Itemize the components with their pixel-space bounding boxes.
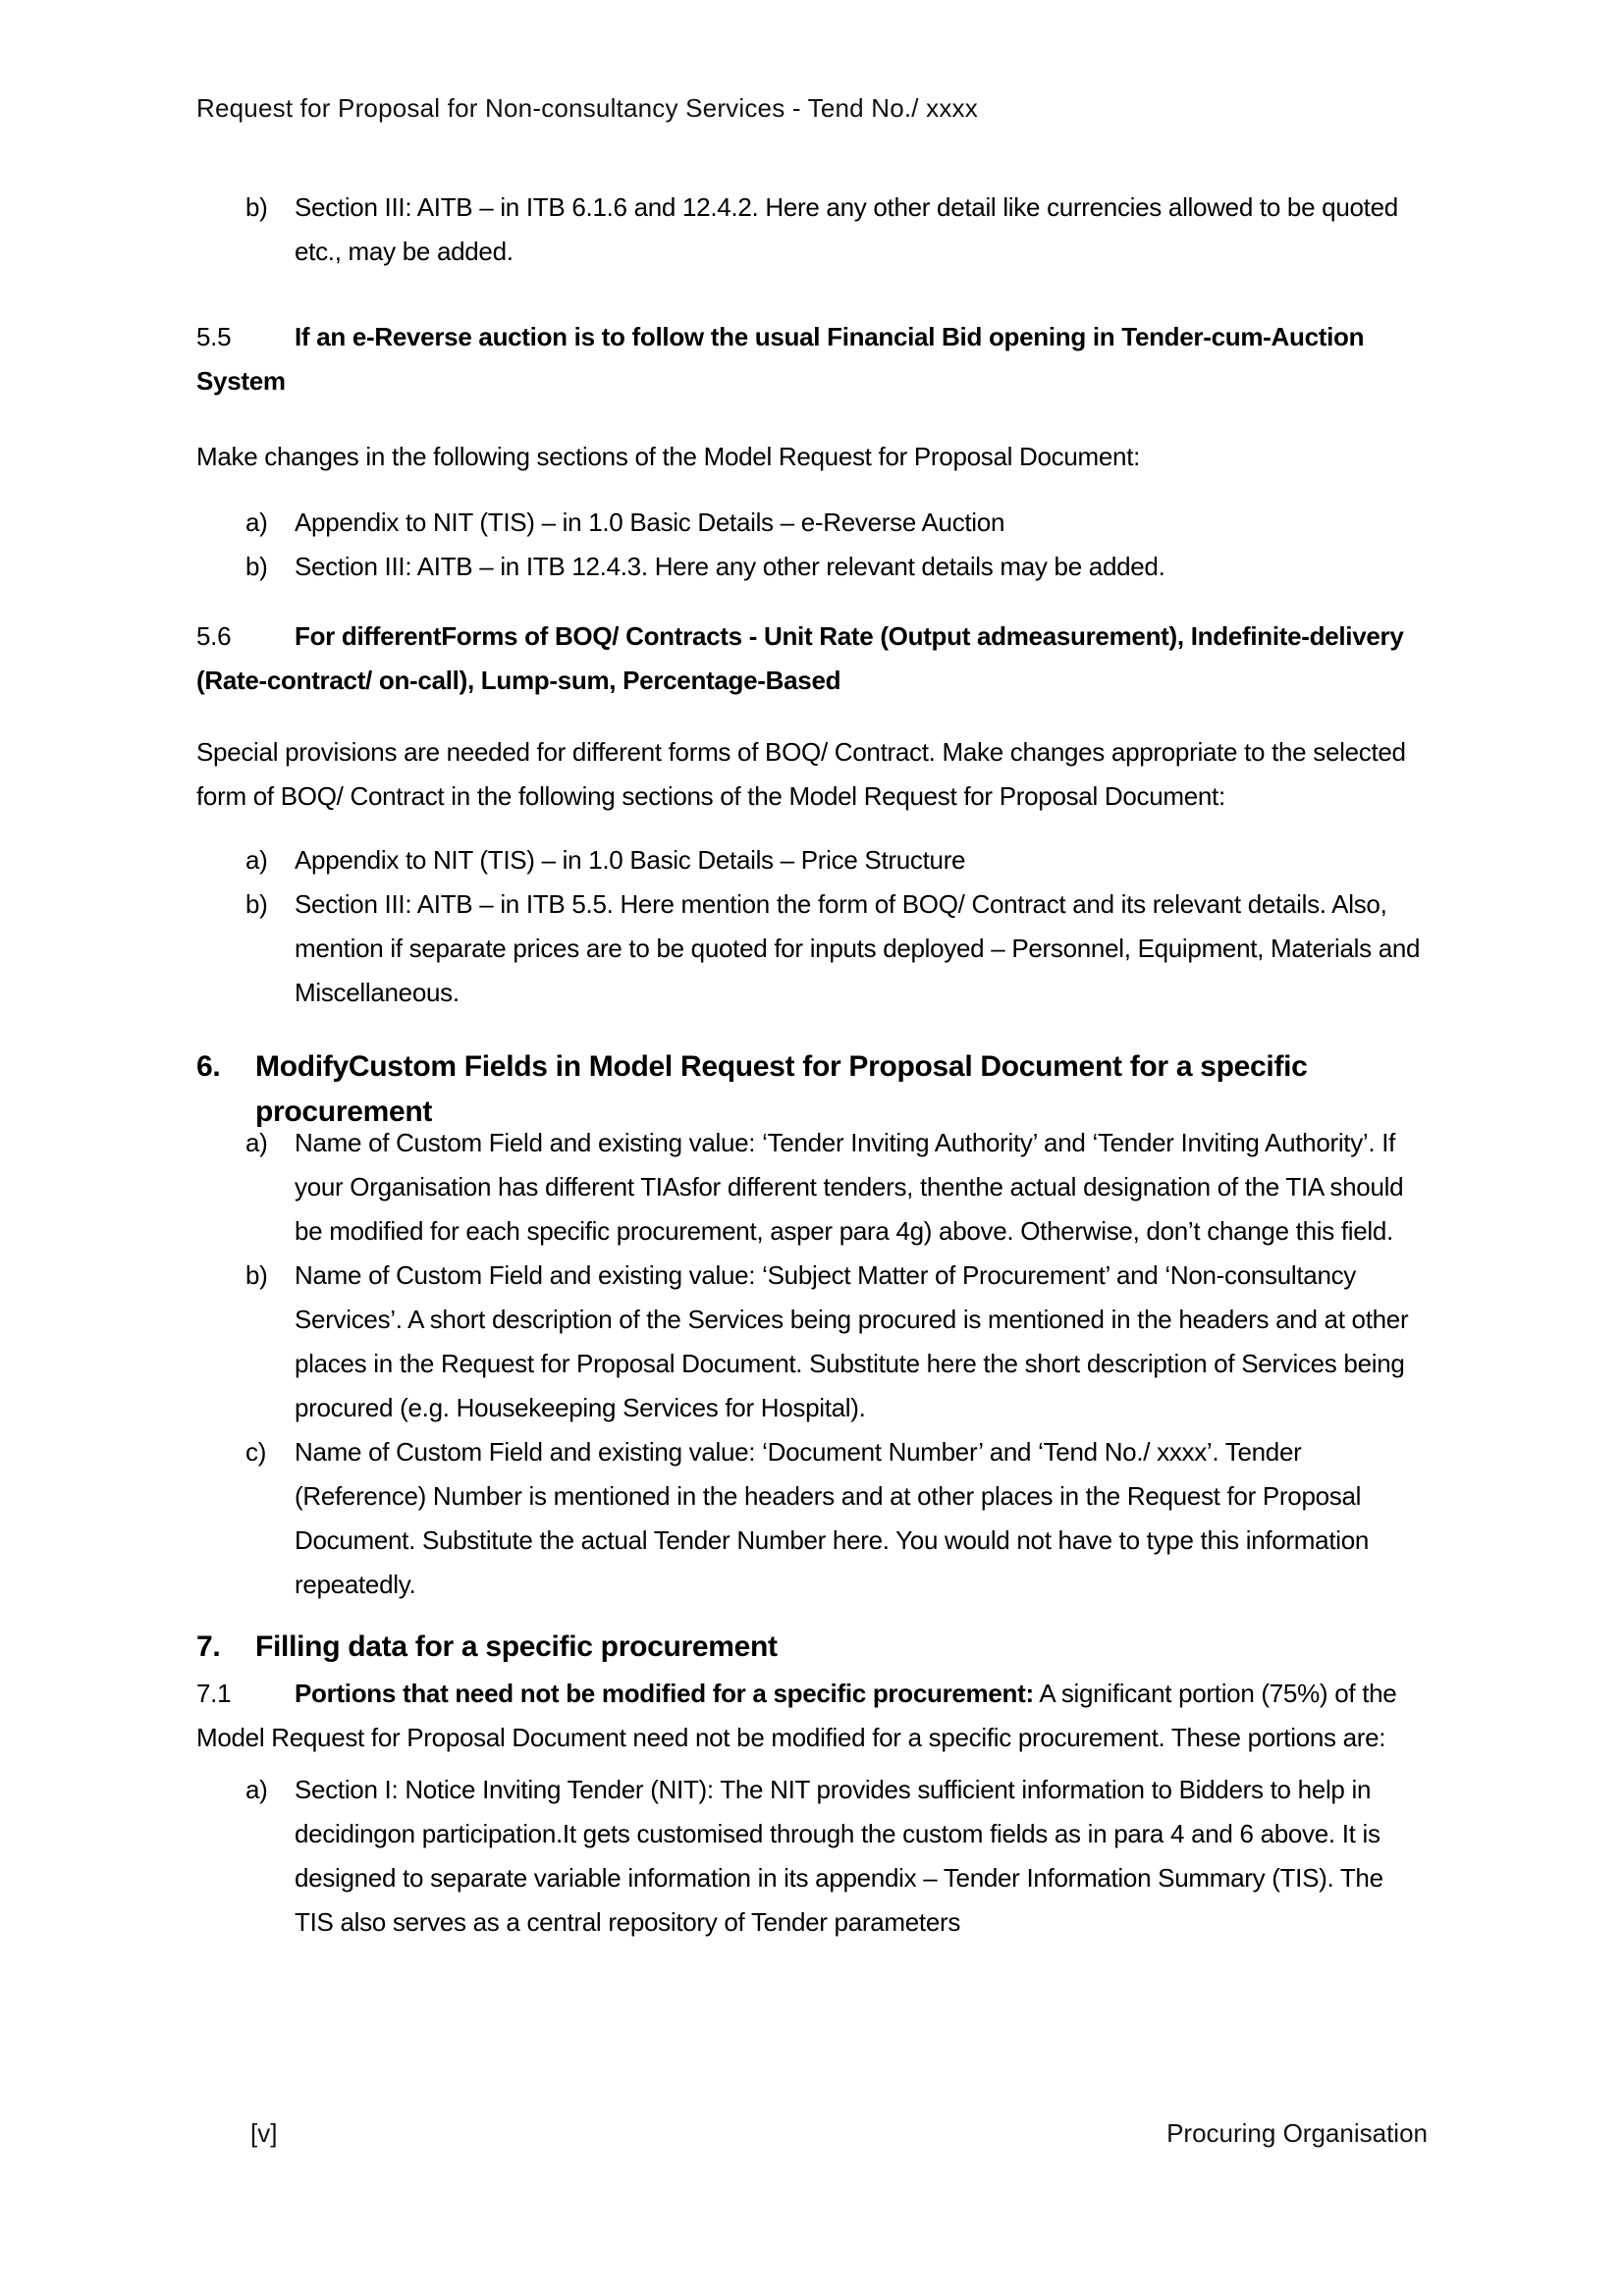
list-marker: c) — [245, 1437, 267, 1467]
heading-title: Filling data for a specific procurement — [255, 1630, 778, 1663]
heading-number: 6. — [196, 1050, 221, 1083]
section-title: If an e-Reverse auction is to follow the usual Financial Bid opening in Tender-cum-Auction System — [196, 322, 1365, 396]
list-text: Section III: AITB – in ITB 5.5. Here mention the form of BOQ/ Contract and its relevant details. Also, mention if separate prices are to be quoted for inputs deployed – Personnel, Equipment, Materials and Miscellaneous. — [295, 889, 1421, 1007]
section-6-list — [196, 1121, 1428, 1607]
list-marker: b) — [245, 889, 268, 919]
list-text: Section III: AITB – in ITB 6.1.6 and 12.4.2. Here any other detail like currencies allowed to be quoted etc., may be added. — [295, 192, 1398, 266]
page-header — [196, 86, 1428, 131]
section-number: 7.1 — [196, 1679, 232, 1708]
list-text: Name of Custom Field and existing value: ‘Tender Inviting Authority’ and ‘Tender Inviting Authority’. If your Organisation has different TIAsfor different tenders, thenthe actual designation of the TIA should be modified for each specific procurement, asper para 4g) above. Otherwise, don’t change this field. — [295, 1128, 1404, 1246]
section-5-5-list — [196, 501, 1428, 589]
section-number: 5.6 — [196, 621, 232, 651]
list-item — [196, 1430, 1428, 1607]
footer-page-number: [v] — [250, 2118, 278, 2148]
list-marker: b) — [245, 1260, 268, 1290]
list-marker: b) — [245, 552, 268, 581]
heading-title: ModifyCustom Fields in Model Request for Proposal Document for a specific procurement — [255, 1050, 1308, 1128]
section-5-6-paragraph: Special provisions are needed for different forms of BOQ/ Contract. Make changes appropriate to the selected form of BOQ/ Contract in the following sections of the Model Request for Proposal Document: — [196, 737, 1406, 811]
list-item — [196, 1768, 1428, 1945]
list-marker: a) — [245, 1775, 268, 1804]
section-7-heading — [196, 1625, 1428, 1670]
list-text: Appendix to NIT (TIS) – in 1.0 Basic Details – e-Reverse Auction — [295, 507, 1005, 537]
page-footer — [196, 2116, 1428, 2150]
list-text: Name of Custom Field and existing value: ‘Subject Matter of Procurement’ and ‘Non-consultancy Services’. A short description of the Services being procured is mentioned in the headers and at other places in the Request for Proposal Document. Substitute here the short description of Services being procured (e.g. Housekeeping Services for Hospital). — [295, 1260, 1409, 1422]
section-5-6-heading — [196, 614, 1428, 703]
section-7-1-paragraph — [196, 1672, 1428, 1760]
list-item — [196, 1254, 1428, 1430]
list-marker: b) — [245, 192, 268, 222]
page-header-title: Request for Proposal for Non-consultancy Services - Tend No./ xxxx — [196, 93, 978, 123]
list-text: Appendix to NIT (TIS) – in 1.0 Basic Details – Price Structure — [295, 845, 966, 875]
section-5-5-paragraph: Make changes in the following sections of the Model Request for Proposal Document: — [196, 442, 1141, 471]
section-number: 5.5 — [196, 322, 232, 351]
list-text: Name of Custom Field and existing value: ‘Document Number’ and ‘Tend No./ xxxx’. Tender (Reference) Number is mentioned in the headers and at other places in the Request for Proposal Document. Substitute the actual Tender Number here. You would not have to type this information repeatedly. — [295, 1437, 1370, 1599]
section-7-1-lead-bold: Portions that need not be modified for a specific procurement: — [295, 1679, 1034, 1708]
heading-number: 7. — [196, 1630, 221, 1663]
list-text: Section III: AITB – in ITB 12.4.3. Here any other relevant details may be added. — [295, 552, 1165, 581]
section-title: For differentForms of BOQ/ Contracts - Unit Rate (Output admeasurement), Indefinite-delivery (Rate-contract/ on-call), Lump-sum, Percentage-Based — [196, 621, 1404, 695]
list-item — [196, 186, 1428, 274]
list-marker: a) — [245, 845, 268, 875]
section-7-1-text: A significant portion (75%) of the Model Request for Proposal Document need not be modified for a specific procurement. These portions are: — [196, 1679, 1397, 1752]
footer-org-label: Procuring Organisation — [1166, 2118, 1428, 2148]
section-7-1-list — [196, 1768, 1428, 1945]
list-marker: a) — [245, 507, 268, 537]
list-item — [196, 545, 1428, 589]
list-item — [196, 838, 1428, 882]
section-5-5-heading — [196, 315, 1428, 403]
list-text: Section I: Notice Inviting Tender (NIT): The NIT provides sufficient information to Bidders to help in decidingon participation.It gets customised through the custom fields as in para 4 and 6 above. It is designed to separate variable information in its appendix – Tender Information Summary (TIS). The TIS also serves as a central repository of Tender parameters — [295, 1775, 1383, 1937]
list-item — [196, 1121, 1428, 1254]
list-marker: a) — [245, 1128, 268, 1157]
section-5-6-list — [196, 838, 1428, 1015]
list-item — [196, 882, 1428, 1015]
list-item — [196, 501, 1428, 545]
